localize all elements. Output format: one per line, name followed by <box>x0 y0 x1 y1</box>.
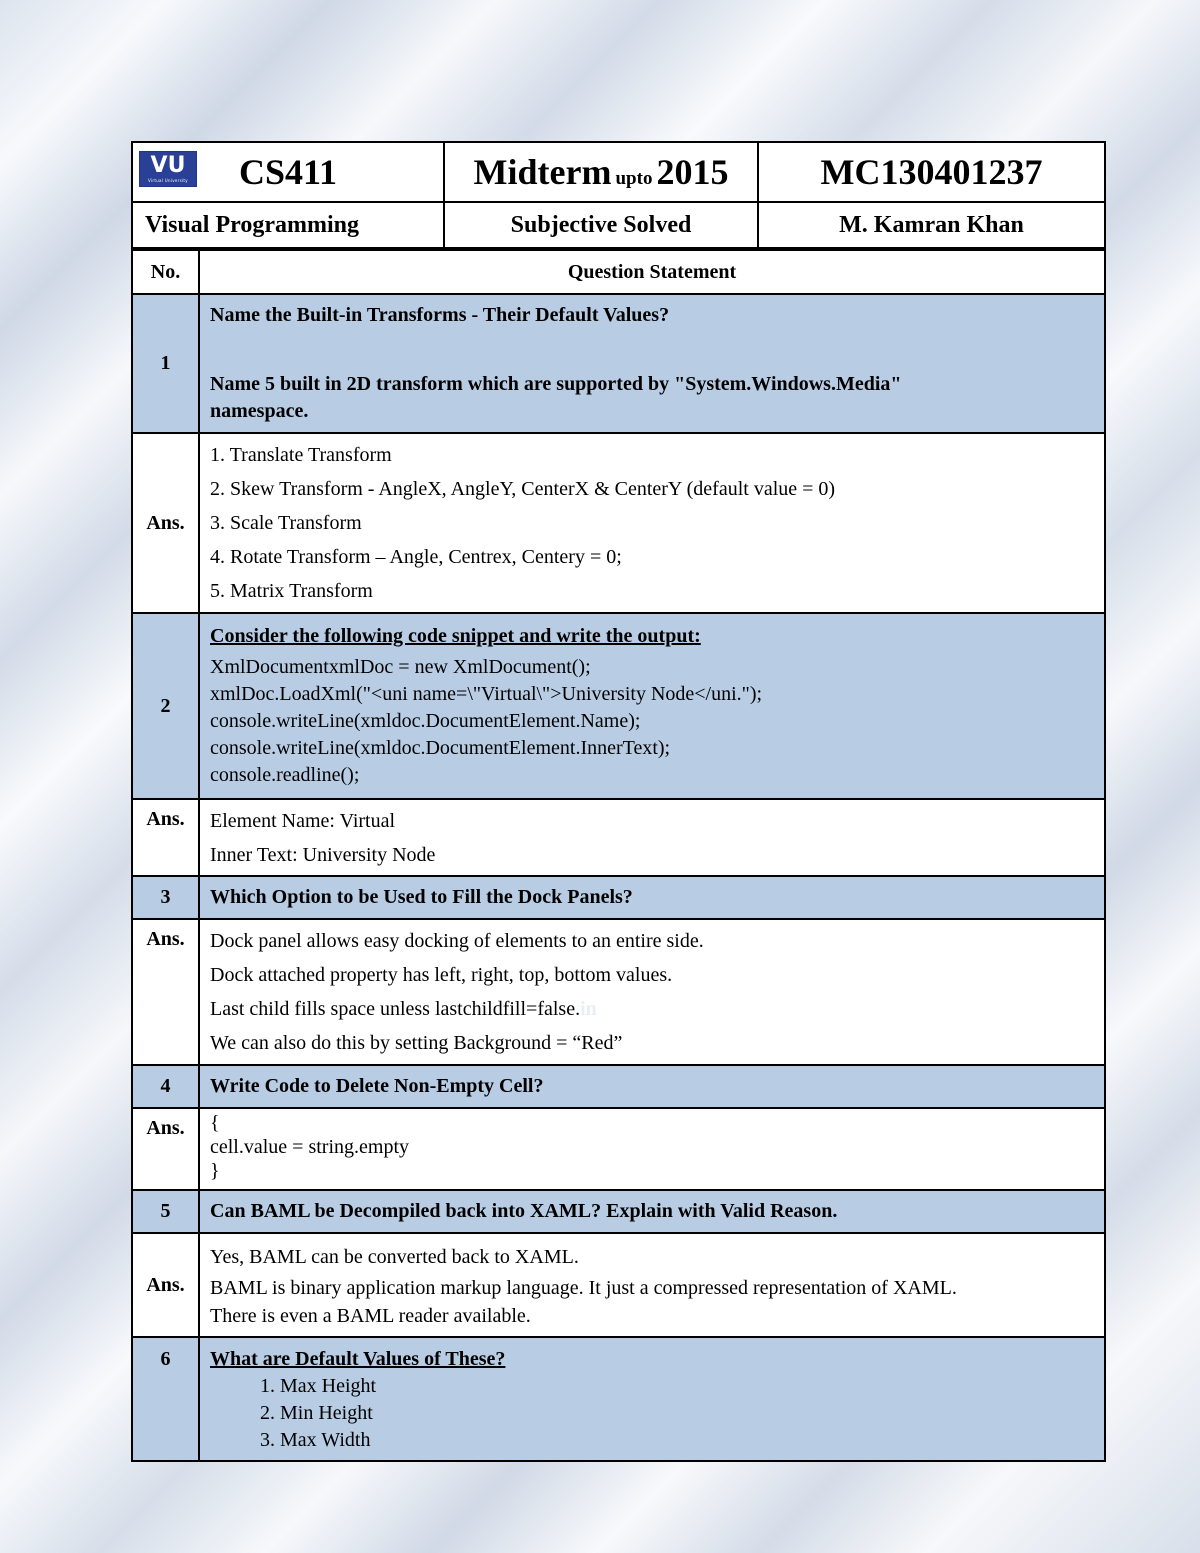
question-statement <box>199 613 1105 799</box>
answer-line: Inner Text: University Node <box>210 843 436 866</box>
answer-text <box>199 1233 1105 1337</box>
answer-line: 5. Matrix Transform <box>210 580 373 602</box>
answer-text <box>199 919 1105 1065</box>
answer-text <box>199 1108 1105 1190</box>
list-item: 1. Max Height <box>280 1373 1094 1400</box>
code-line: console.writeLine(xmldoc.DocumentElement.InnerText); <box>210 737 671 759</box>
answer-line: 2. Skew Transform - AngleX, AngleY, CenterX & CenterY (default value = 0) <box>210 478 836 500</box>
answer-line <box>210 992 1094 1026</box>
answer-line: Element Name: Virtual <box>210 809 396 832</box>
faint-watermark-text: in <box>580 998 597 1020</box>
question-title: What are Default Values of These? <box>210 1348 506 1370</box>
answer-line: We can also do this by setting Background = “Red” <box>210 1032 623 1054</box>
author-cell <box>758 202 1105 248</box>
answer-text <box>199 433 1105 613</box>
answer-line: BAML is binary application markup language. It just a compressed representation of XAML. <box>210 1277 957 1299</box>
question-number: 6 <box>132 1337 199 1461</box>
student-id-cell <box>758 142 1105 202</box>
answer-row <box>132 799 1105 876</box>
question-number: 1 <box>132 294 199 433</box>
question-title: Consider the following code snippet and write the output: <box>210 625 701 647</box>
question-subtitle-line: Name 5 built in 2D transform which are supported by "System.Windows.Media" <box>210 373 902 395</box>
list-item: 2. Min Height <box>280 1400 1094 1427</box>
answer-row <box>132 919 1105 1065</box>
question-row <box>132 294 1105 433</box>
answer-row <box>132 1108 1105 1190</box>
code-line: console.readline(); <box>210 764 360 786</box>
course-name: Visual Programming <box>145 211 359 238</box>
answer-line: Dock attached property has left, right, top, bottom values. <box>210 964 673 986</box>
answer-label: Ans. <box>132 919 199 1065</box>
answer-label: Ans. <box>132 1108 199 1190</box>
question-number: 5 <box>132 1190 199 1233</box>
answer-line: } <box>210 1160 220 1182</box>
author-name: M. Kamran Khan <box>839 211 1024 238</box>
answer-label: Ans. <box>132 799 199 876</box>
col-header-statement: Question Statement <box>199 250 1105 294</box>
answer-line: Yes, BAML can be converted back to XAML. <box>210 1246 579 1268</box>
exam-main: Midterm <box>473 152 612 192</box>
course-name-cell <box>132 202 444 248</box>
code-line: XmlDocumentxmlDoc = new XmlDocument(); <box>210 656 591 678</box>
exam-upto: upto <box>615 168 653 189</box>
question-title: Name the Built-in Transforms - Their Default Values? <box>210 304 670 326</box>
question-row <box>132 613 1105 799</box>
answer-line: 4. Rotate Transform – Angle, Centrex, Centery = 0; <box>210 546 622 568</box>
values-list <box>210 1373 1094 1454</box>
vu-logo-subtext: Virtual University <box>148 178 188 183</box>
answer-line: { <box>210 1112 220 1134</box>
answer-line: There is even a BAML reader available. <box>210 1305 531 1327</box>
answer-row <box>132 1233 1105 1337</box>
course-code-cell <box>132 142 444 202</box>
question-row <box>132 876 1105 919</box>
answer-line: cell.value = string.empty <box>210 1136 410 1158</box>
question-statement <box>199 294 1105 433</box>
answer-line: 1. Translate Transform <box>210 444 392 466</box>
header-table <box>131 141 1106 249</box>
table-header-row <box>132 250 1105 294</box>
code-line: xmlDoc.LoadXml("<uni name=\"Virtual\">University Node</uni."); <box>210 683 763 705</box>
course-code: CS411 <box>238 152 338 192</box>
vu-logo-text: VU <box>150 153 186 178</box>
question-title: Can BAML be Decompiled back into XAML? Explain with Valid Reason. <box>199 1190 1105 1233</box>
paper-type-cell <box>444 202 758 248</box>
exam-title-cell <box>444 142 758 202</box>
answer-label: Ans. <box>132 1233 199 1337</box>
question-title: Which Option to be Used to Fill the Dock Panels? <box>199 876 1105 919</box>
questions-table <box>131 249 1106 1462</box>
answer-line: 3. Scale Transform <box>210 512 362 534</box>
student-id: MC130401237 <box>820 152 1043 192</box>
paper-type: Subjective Solved <box>510 211 692 238</box>
question-number: 4 <box>132 1065 199 1108</box>
code-line: console.writeLine(xmldoc.DocumentElement.Name); <box>210 710 641 732</box>
question-subtitle-line: namespace. <box>210 400 309 422</box>
answer-label: Ans. <box>132 433 199 613</box>
answer-row <box>132 433 1105 613</box>
vu-logo <box>139 151 197 187</box>
question-row <box>132 1065 1105 1108</box>
col-header-no: No. <box>132 250 199 294</box>
answer-line: Dock panel allows easy docking of elements to an entire side. <box>210 930 704 952</box>
list-item: 3. Max Width <box>280 1427 1094 1454</box>
question-row <box>132 1337 1105 1461</box>
question-number: 2 <box>132 613 199 799</box>
question-statement <box>199 1337 1105 1461</box>
exam-year: 2015 <box>656 152 729 192</box>
question-number: 3 <box>132 876 199 919</box>
question-title: Write Code to Delete Non-Empty Cell? <box>199 1065 1105 1108</box>
question-row <box>132 1190 1105 1233</box>
answer-line-text: Last child fills space unless lastchildfill=false. <box>210 998 581 1020</box>
answer-text <box>199 799 1105 876</box>
